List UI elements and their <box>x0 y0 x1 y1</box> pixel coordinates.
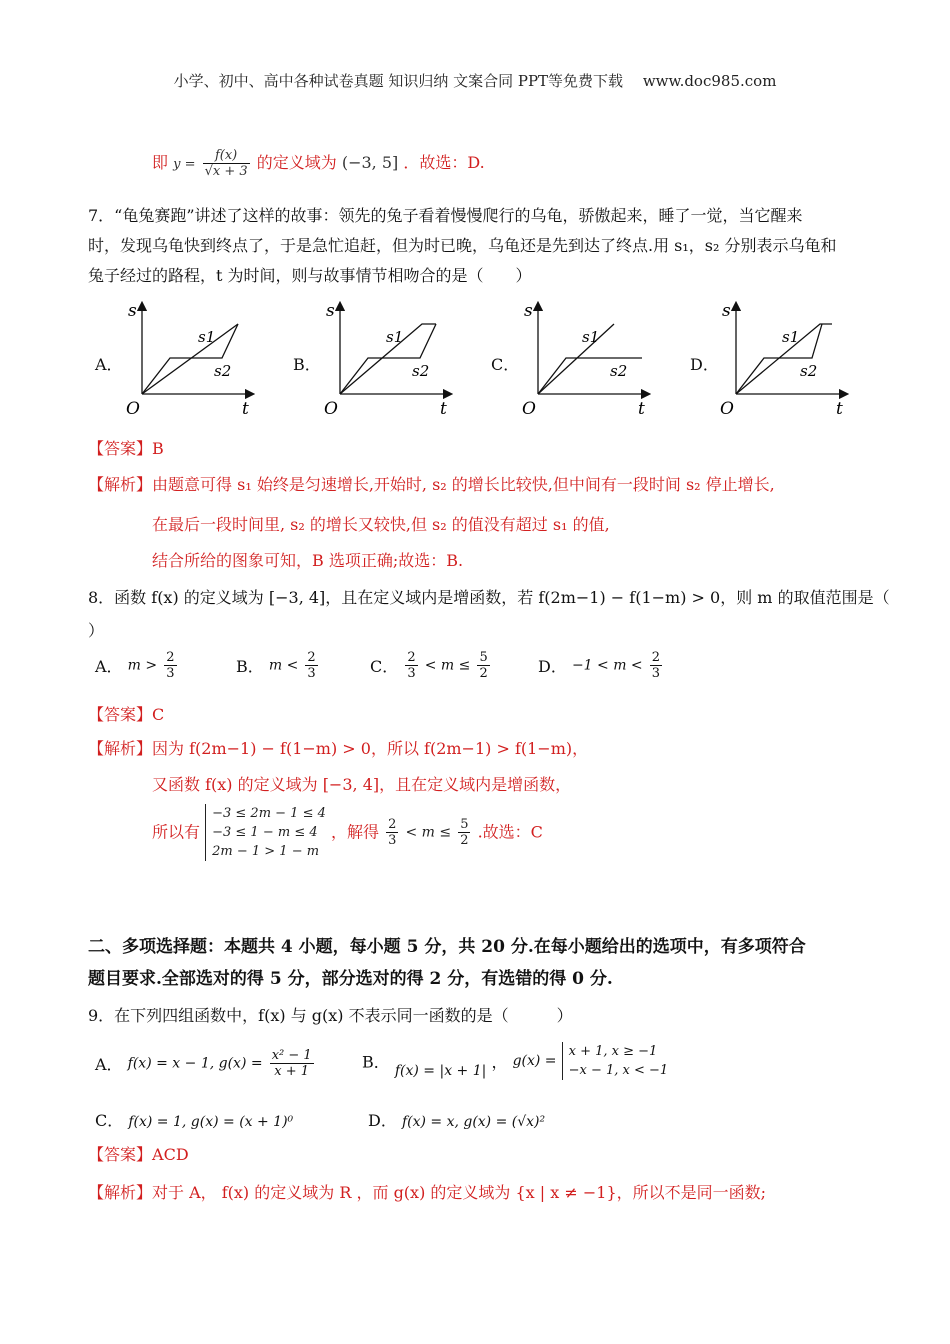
origin-label: O <box>126 399 140 419</box>
answer-label: 【答案】 <box>88 439 153 458</box>
q7-line2: 时，发现乌龟快到终点了，于是急忙追赶，但为时已晚，乌龟还是先到达了终点.用 s₁，s₂ 分别表示乌龟和 <box>88 236 837 255</box>
analysis-label: 【解析】 <box>88 1183 153 1202</box>
option-math: < m ≤ <box>424 657 471 674</box>
fraction-two-thirds <box>164 650 176 681</box>
frac-num: 5 <box>460 817 469 832</box>
frac-den: 3 <box>651 666 661 681</box>
q8-line2: ） <box>88 621 105 640</box>
inequality-system <box>205 804 326 861</box>
option-a-fraction <box>270 1048 314 1079</box>
answer-value: C <box>152 705 165 724</box>
axis-s-label: s <box>722 301 731 321</box>
q7-analysis-line1 <box>88 474 775 496</box>
s1-label: s1 <box>198 328 216 346</box>
intro-fraction <box>203 148 250 179</box>
axis-t-label: t <box>836 399 843 419</box>
fraction-two-thirds <box>405 650 417 681</box>
analysis3-tail: .故选：C <box>477 822 543 842</box>
analysis-text: 由题意可得 s₁ 始终是匀速增长,开始时, s₂ 的增长比较快,但中间有一段时间 s₂ 停止增长, <box>152 475 775 494</box>
q7-graph-a <box>122 298 262 420</box>
origin-label: O <box>720 399 734 419</box>
option-label: B． <box>362 1052 390 1072</box>
analysis-label: 【解析】 <box>88 739 153 758</box>
frac-den: 3 <box>307 666 316 681</box>
s1-label: s1 <box>782 328 800 346</box>
frac-den: 3 <box>407 666 416 681</box>
q8-option-c <box>370 650 492 681</box>
option-math: f(x) = x − 1, g(x) = <box>127 1055 263 1072</box>
system-row-1: −3 ≤ 2m − 1 ≤ 4 <box>212 806 326 821</box>
frac-den: x + 1 <box>274 1064 310 1079</box>
frac-den: 2 <box>479 666 488 681</box>
frac-num: 2 <box>388 817 397 832</box>
origin-label: O <box>324 399 338 419</box>
answer-label: 【答案】 <box>88 1145 153 1164</box>
option-math: −1 < m < <box>571 657 643 674</box>
option-math: f(x) = 1, g(x) = (x + 1)⁰ <box>128 1114 294 1130</box>
option-math: m < <box>268 657 299 674</box>
frac-num: 2 <box>307 650 316 665</box>
q7-analysis-line3: 结合所给的图象可知，B 选项正确;故选：B. <box>152 551 464 570</box>
answer-value: ACD <box>152 1145 189 1164</box>
piecewise-case-2: −x − 1, x < −1 <box>568 1063 669 1078</box>
axis-t-label: t <box>242 399 249 419</box>
q7-graph-b <box>320 298 460 420</box>
answer-value: B <box>152 439 164 458</box>
q8-option-d <box>538 650 664 681</box>
frac-den: 2 <box>460 833 469 848</box>
s2-label: s2 <box>800 362 818 380</box>
frac-den: 3 <box>166 666 175 681</box>
frac-num: 2 <box>407 650 416 665</box>
q7-answer <box>88 438 164 460</box>
system-row-2: −3 ≤ 1 − m ≤ 4 <box>212 825 318 840</box>
answer-label: 【答案】 <box>88 705 153 724</box>
q8-analysis-line1 <box>88 738 588 760</box>
frac-num: 2 <box>651 650 661 665</box>
q8-analysis-line3 <box>152 804 543 861</box>
intro-mid: 的定义域为 <box>256 153 337 172</box>
intro-func: y = <box>173 157 196 172</box>
q7-option-c-label: C． <box>491 355 520 374</box>
s2-label: s2 <box>214 362 232 380</box>
q7-option-a-label: A． <box>95 355 123 374</box>
intro-prefix: 即 <box>152 153 169 172</box>
section2-heading-line2: 题目要求.全部选对的得 5 分，部分选对的得 2 分，有选错的得 0 分. <box>88 969 613 989</box>
frac-num: x² − 1 <box>271 1048 312 1063</box>
frac-num: 2 <box>166 650 175 665</box>
q7-option-d-label: D． <box>690 355 719 374</box>
axis-t-label: t <box>440 399 447 419</box>
analysis-text: 因为 f(2m−1) − f(1−m) > 0，所以 f(2m−1) > f(1−m)， <box>152 739 589 758</box>
q7-graph-d <box>716 298 856 420</box>
option-label: A． <box>95 657 123 676</box>
option-label: D． <box>368 1111 397 1130</box>
q9-answer <box>88 1144 189 1166</box>
q7-line1: 7．“龟兔赛跑”讲述了这样的故事：领先的兔子看着慢慢爬行的乌龟，骄傲起来，睡了一觉，当它醒来 <box>88 206 803 225</box>
fraction-five-halves <box>458 817 470 848</box>
axis-s-label: s <box>128 301 137 321</box>
section2-heading-line1: 二、多项选择题：本题共 4 小题，每小题 5 分，共 20 分.在每小题给出的选项中，有多项符合 <box>88 937 806 957</box>
q7-graph-c <box>518 298 658 420</box>
q8-line1: 8．函数 f(x) 的定义域为 [−3, 4]，且在定义域内是增函数，若 f(2m−1) − f(1−m) > 0，则 m 的取值范围是（ <box>88 588 890 607</box>
s1-label: s1 <box>582 328 600 346</box>
option-comma: ， <box>491 1052 508 1072</box>
previous-solution-line <box>152 148 485 179</box>
s1-label: s1 <box>386 328 404 346</box>
q7-line3: 兔子经过的路程，t 为时间，则与故事情节相吻合的是（ ） <box>88 266 532 285</box>
option-g: g(x) = <box>512 1053 557 1069</box>
system-row-3: 2m − 1 > 1 − m <box>212 844 320 859</box>
q7-analysis-line2: 在最后一段时间里, s₂ 的增长又较快,但 s₂ 的值没有超过 s₁ 的值, <box>152 515 610 534</box>
q7-option-b-label: B． <box>293 355 321 374</box>
axis-t-label: t <box>638 399 645 419</box>
q9-analysis-line1 <box>88 1182 766 1204</box>
axis-s-label: s <box>524 301 533 321</box>
piecewise-case-1: x + 1, x ≥ −1 <box>568 1044 658 1059</box>
analysis-label: 【解析】 <box>88 475 153 494</box>
intro-interval: (−3, 5] <box>341 153 399 172</box>
analysis-text: 对于 A， f(x) 的定义域为 R ，而 g(x) 的定义域为 {x | x ≠ −1}，所以不是同一函数; <box>152 1183 767 1202</box>
frac-num: 5 <box>479 650 488 665</box>
option-label: B． <box>236 657 264 676</box>
option-math: m > <box>127 657 158 674</box>
piecewise-function <box>562 1042 669 1080</box>
q8-option-b <box>236 650 320 681</box>
option-label: D． <box>538 657 567 676</box>
q9-option-b <box>362 1042 668 1080</box>
option-label: C． <box>370 657 399 676</box>
q8-option-a <box>95 650 179 681</box>
origin-label: O <box>522 399 536 419</box>
q8-analysis-line2: 又函数 f(x) 的定义域为 [−3, 4]，且在定义域内是增函数， <box>152 775 572 794</box>
q9-stem: 9．在下列四组函数中，f(x) 与 g(x) 不表示同一函数的是（ ） <box>88 1006 573 1025</box>
option-label: C． <box>95 1111 124 1130</box>
option-label: A． <box>95 1055 123 1074</box>
q8-answer <box>88 704 164 726</box>
analysis3-mid: ，解得 <box>330 822 379 842</box>
analysis3-ineq: < m ≤ <box>405 824 452 841</box>
analysis3-prefix: 所以有 <box>152 822 201 842</box>
q9-option-a <box>95 1048 316 1079</box>
s2-label: s2 <box>412 362 430 380</box>
page-header: 小学、初中、高中各种试卷真题 知识归纳 文案合同 PPT等免费下载 www.doc985.com <box>173 72 777 90</box>
fraction-two-thirds <box>305 650 317 681</box>
q9-option-c <box>95 1108 293 1131</box>
q9-option-d <box>368 1108 545 1131</box>
axis-s-label: s <box>326 301 335 321</box>
intro-tail: ．故选：D. <box>403 153 485 172</box>
fraction-two-thirds <box>650 650 662 681</box>
option-math: f(x) = x, g(x) = (√x)² <box>401 1114 546 1130</box>
fraction-five-halves <box>477 650 489 681</box>
intro-frac-num: f(x) <box>203 148 250 164</box>
fraction-two-thirds <box>386 817 398 848</box>
frac-den: 3 <box>388 833 397 848</box>
intro-frac-den: √x + 3 <box>204 164 248 179</box>
s2-label: s2 <box>610 362 628 380</box>
option-math: f(x) = |x + 1| <box>394 1063 487 1079</box>
